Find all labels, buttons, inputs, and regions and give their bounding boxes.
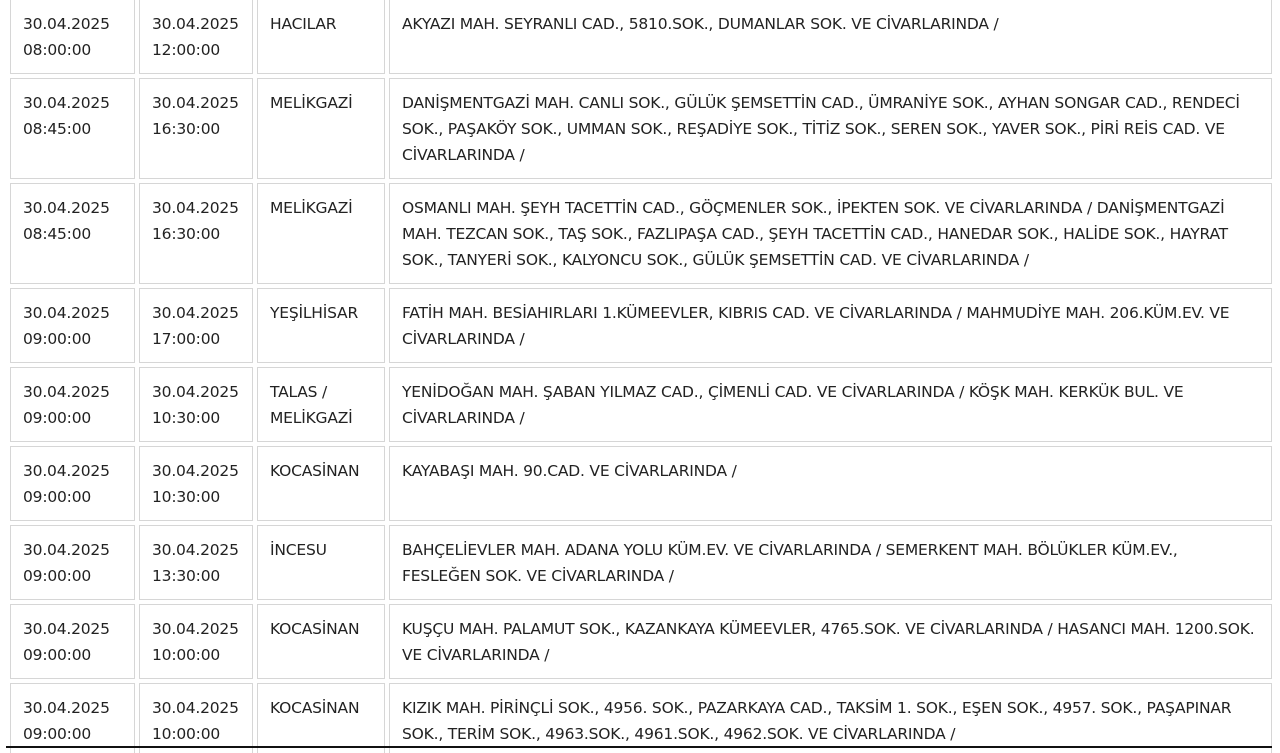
end-cell	[139, 446, 253, 521]
district-cell: MELİKGAZİ	[257, 78, 385, 179]
district-cell: MELİKGAZİ	[257, 183, 385, 284]
start-date: 30.04.2025	[23, 462, 110, 480]
end-cell	[139, 683, 253, 753]
area-cell: OSMANLI MAH. ŞEYH TACETTİN CAD., GÖÇMENLER SOK., İPEKTEN SOK. VE CİVARLARINDA / DANİŞMENTGAZİ MAH. TEZCAN SOK., TAŞ SOK., FAZLIPAŞA CAD., ŞEYH TACETTİN CAD., HANEDAR SOK., HALİDE SOK., HAYRAT SOK., TANYERİ SOK., KALYONCU SOK., GÜLÜK ŞEMSETTİN CAD. VE CİVARLARINDA /	[389, 183, 1272, 284]
start-date: 30.04.2025	[23, 541, 110, 559]
area-cell: KUŞÇU MAH. PALAMUT SOK., KAZANKAYA KÜMEEVLER, 4765.SOK. VE CİVARLARINDA / HASANCI MAH. 1200.SOK. VE CİVARLARINDA /	[389, 604, 1272, 679]
area-cell: KIZIK MAH. PİRİNÇLİ SOK., 4956. SOK., PAZARKAYA CAD., TAKSİM 1. SOK., EŞEN SOK., 4957. SOK., PAŞAPINAR SOK., TERİM SOK., 4963.SOK., 4961.SOK., 4962.SOK. VE CİVARLARINDA /	[389, 683, 1272, 753]
start-date: 30.04.2025	[23, 383, 110, 401]
end-date: 30.04.2025	[152, 620, 239, 638]
end-time: 17:00:00	[152, 330, 221, 348]
end-time: 16:30:00	[152, 225, 221, 243]
area-cell: BAHÇELİEVLER MAH. ADANA YOLU KÜM.EV. VE CİVARLARINDA / SEMERKENT MAH. BÖLÜKLER KÜM.EV., FESLEĞEN SOK. VE CİVARLARINDA /	[389, 525, 1272, 600]
start-time: 09:00:00	[23, 409, 92, 427]
start-cell	[10, 446, 135, 521]
start-time: 08:00:00	[23, 41, 92, 59]
table-row	[10, 604, 1272, 679]
district-cell: HACILAR	[257, 0, 385, 74]
start-date: 30.04.2025	[23, 620, 110, 638]
start-time: 09:00:00	[23, 330, 92, 348]
table-row	[10, 446, 1272, 521]
start-cell	[10, 78, 135, 179]
end-date: 30.04.2025	[152, 541, 239, 559]
district-cell: KOCASİNAN	[257, 683, 385, 753]
start-cell	[10, 683, 135, 753]
start-cell	[10, 367, 135, 442]
area-cell: DANİŞMENTGAZİ MAH. CANLI SOK., GÜLÜK ŞEMSETTİN CAD., ÜMRANİYE SOK., AYHAN SONGAR CAD., RENDECİ SOK., PAŞAKÖY SOK., UMMAN SOK., REŞADİYE SOK., TİTİZ SOK., SEREN SOK., YAVER SOK., PİRİ REİS CAD. VE CİVARLARINDA /	[389, 78, 1272, 179]
end-cell	[139, 288, 253, 363]
start-time: 09:00:00	[23, 725, 92, 743]
district-cell: TALAS / MELİKGAZİ	[257, 367, 385, 442]
start-cell	[10, 0, 135, 74]
area-cell: AKYAZI MAH. SEYRANLI CAD., 5810.SOK., DUMANLAR SOK. VE CİVARLARINDA /	[389, 0, 1272, 74]
table-row	[10, 78, 1272, 179]
district-cell: KOCASİNAN	[257, 604, 385, 679]
area-cell: KAYABAŞI MAH. 90.CAD. VE CİVARLARINDA /	[389, 446, 1272, 521]
end-date: 30.04.2025	[152, 462, 239, 480]
start-date: 30.04.2025	[23, 15, 110, 33]
end-time: 16:30:00	[152, 120, 221, 138]
end-date: 30.04.2025	[152, 304, 239, 322]
end-time: 10:00:00	[152, 725, 221, 743]
area-cell: FATİH MAH. BESİAHIRLARI 1.KÜMEEVLER, KIBRIS CAD. VE CİVARLARINDA / MAHMUDİYE MAH. 206.KÜM.EV. VE CİVARLARINDA /	[389, 288, 1272, 363]
start-cell	[10, 604, 135, 679]
end-cell	[139, 183, 253, 284]
end-cell	[139, 0, 253, 74]
end-cell	[139, 604, 253, 679]
start-time: 08:45:00	[23, 225, 92, 243]
start-date: 30.04.2025	[23, 199, 110, 217]
end-cell	[139, 525, 253, 600]
end-date: 30.04.2025	[152, 699, 239, 717]
table-row	[10, 525, 1272, 600]
end-time: 12:00:00	[152, 41, 221, 59]
start-cell	[10, 525, 135, 600]
district-cell: KOCASİNAN	[257, 446, 385, 521]
end-date: 30.04.2025	[152, 383, 239, 401]
district-cell: YEŞİLHİSAR	[257, 288, 385, 363]
end-time: 10:30:00	[152, 409, 221, 427]
table-row	[10, 683, 1272, 753]
end-time: 10:30:00	[152, 488, 221, 506]
table-row	[10, 183, 1272, 284]
end-cell	[139, 367, 253, 442]
table-row	[10, 288, 1272, 363]
end-time: 13:30:00	[152, 567, 221, 585]
table-bottom-border	[6, 746, 1272, 748]
start-cell	[10, 288, 135, 363]
start-time: 09:00:00	[23, 567, 92, 585]
district-cell: İNCESU	[257, 525, 385, 600]
end-cell	[139, 78, 253, 179]
end-date: 30.04.2025	[152, 94, 239, 112]
start-date: 30.04.2025	[23, 699, 110, 717]
table-row	[10, 367, 1272, 442]
start-cell	[10, 183, 135, 284]
end-date: 30.04.2025	[152, 199, 239, 217]
end-time: 10:00:00	[152, 646, 221, 664]
end-date: 30.04.2025	[152, 15, 239, 33]
start-time: 08:45:00	[23, 120, 92, 138]
power-outage-table	[6, 0, 1276, 753]
start-date: 30.04.2025	[23, 304, 110, 322]
start-time: 09:00:00	[23, 646, 92, 664]
start-date: 30.04.2025	[23, 94, 110, 112]
table-row	[10, 0, 1272, 74]
area-cell: YENİDOĞAN MAH. ŞABAN YILMAZ CAD., ÇİMENLİ CAD. VE CİVARLARINDA / KÖŞK MAH. KERKÜK BUL. VE CİVARLARINDA /	[389, 367, 1272, 442]
start-time: 09:00:00	[23, 488, 92, 506]
